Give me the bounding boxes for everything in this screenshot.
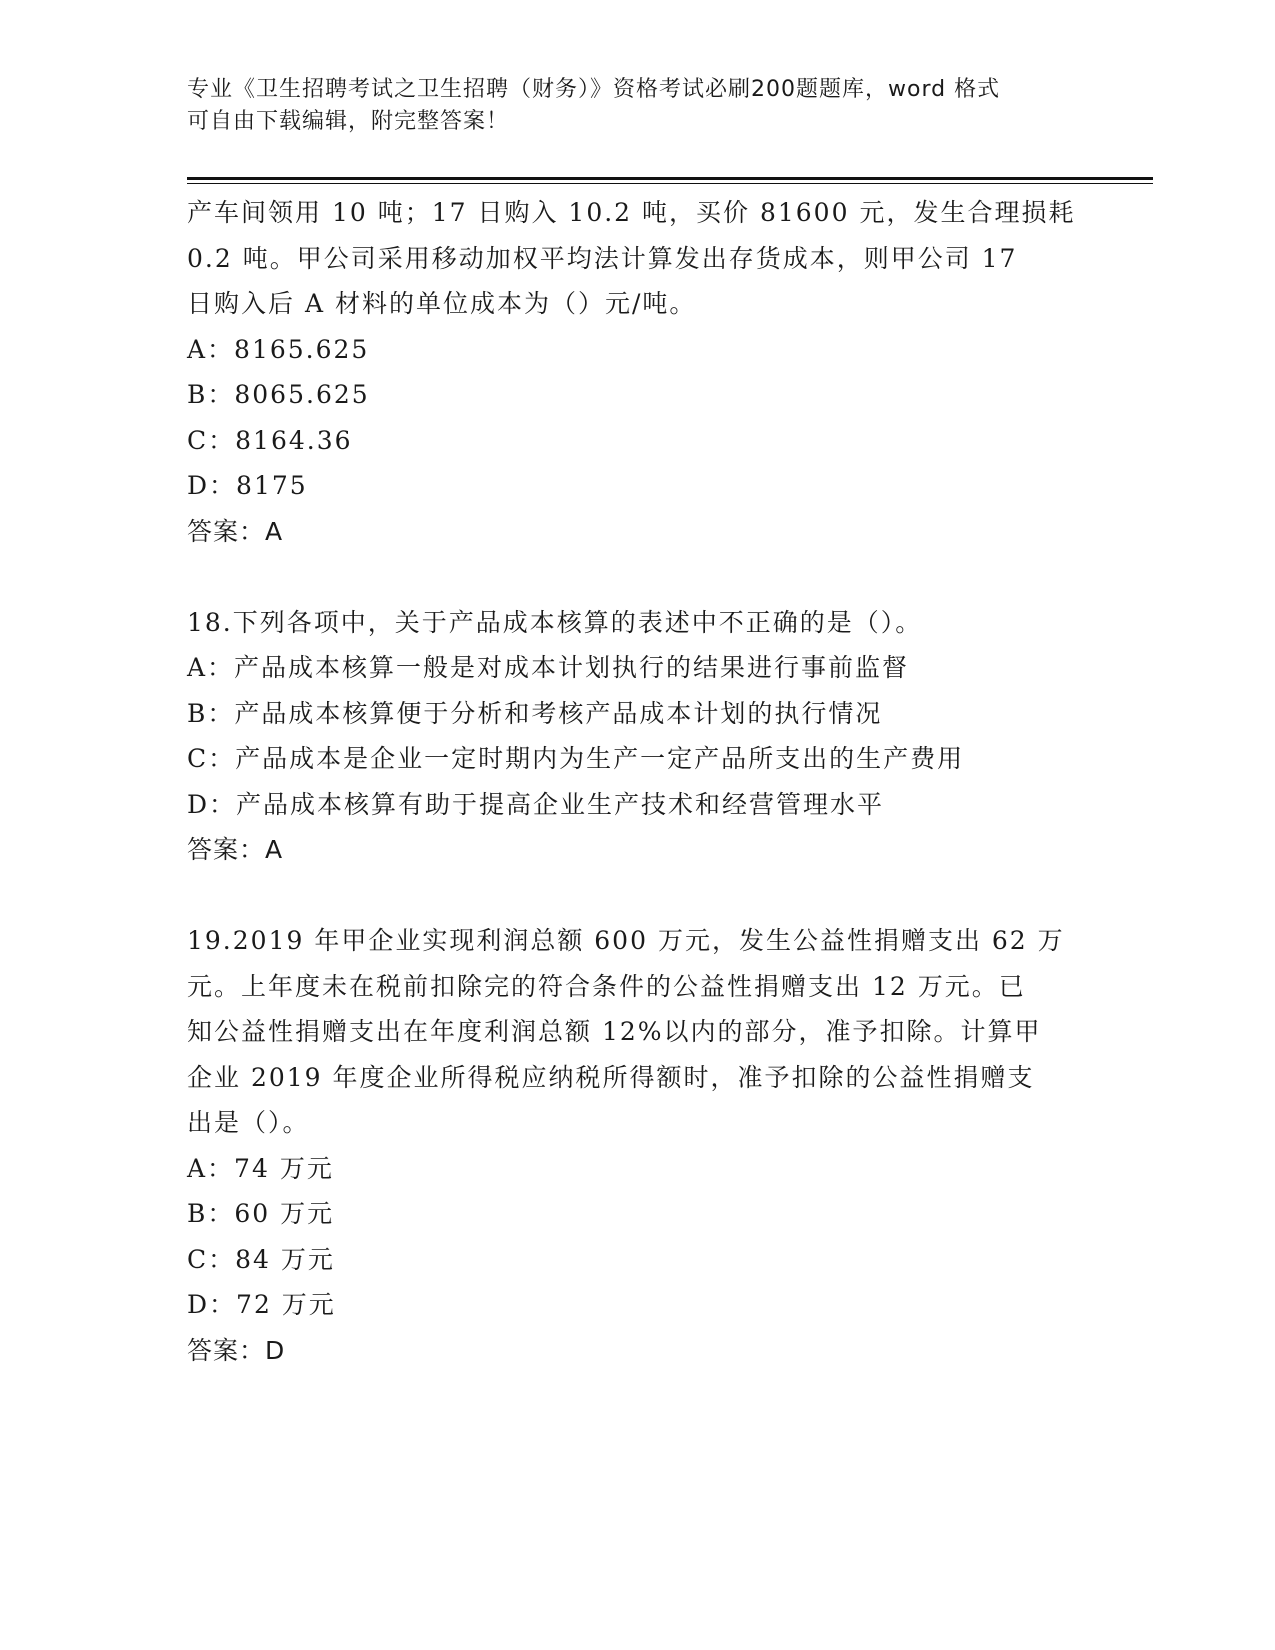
question-18 xyxy=(187,600,1087,873)
question-17-text-line: 0.2 吨。甲公司采用移动加权平均法计算发出存货成本，则甲公司 17 xyxy=(187,243,1018,273)
question-19-option-c: C：84 万元 xyxy=(187,1244,335,1274)
question-17-text-line: 日购入后 A 材料的单位成本为（）元/吨。 xyxy=(187,289,697,318)
question-19-option-b: B：60 万元 xyxy=(187,1199,335,1228)
question-18-option-a: A：产品成本核算一般是对成本计划执行的结果进行事前监督 xyxy=(187,653,910,682)
question-19 xyxy=(187,918,1087,1373)
question-spacer xyxy=(187,873,1087,919)
question-spacer xyxy=(187,554,1087,600)
question-17-option-c: C：8164.36 xyxy=(187,425,353,455)
question-19-answer: 答案：D xyxy=(187,1335,286,1365)
question-19-text-line: 知公益性捐赠支出在年度利润总额 12%以内的部分，准予扣除。计算甲 xyxy=(187,1017,1042,1046)
question-19-text-line: 企业 2019 年度企业所得税应纳税所得额时，准予扣除的公益性捐赠支 xyxy=(187,1062,1035,1092)
question-19-text-line: 19.2019 年甲企业实现利润总额 600 万元，发生公益性捐赠支出 62 万 xyxy=(187,926,1065,955)
question-17-option-d: D：8175 xyxy=(187,471,308,500)
header-divider-thick xyxy=(187,177,1153,180)
question-17-answer: 答案：A xyxy=(187,516,284,546)
question-18-text-line: 18.下列各项中，关于产品成本核算的表述中不正确的是（）。 xyxy=(187,607,923,637)
header-title-line-1: 专业《卫生招聘考试之卫生招聘（财务）》资格考试必刷200题题库，word 格式 xyxy=(187,77,1001,102)
document-header xyxy=(187,74,1067,138)
question-17 xyxy=(187,190,1087,554)
question-19-option-a: A：74 万元 xyxy=(187,1153,334,1183)
question-18-option-d: D：产品成本核算有助于提高企业生产技术和经营管理水平 xyxy=(187,789,885,819)
question-18-option-b: B：产品成本核算便于分析和考核产品成本计划的执行情况 xyxy=(187,698,883,728)
question-17-text-line: 产车间领用 10 吨；17 日购入 10.2 吨，买价 81600 元，发生合理损耗 xyxy=(187,198,1076,227)
question-19-option-d: D：72 万元 xyxy=(187,1290,336,1319)
header-title-line-2: 可自由下载编辑，附完整答案！ xyxy=(187,109,510,134)
question-17-option-b: B：8065.625 xyxy=(187,380,370,409)
question-19-text-line: 元。上年度未在税前扣除完的符合条件的公益性捐赠支出 12 万元。已 xyxy=(187,971,1026,1001)
header-divider-thin xyxy=(187,183,1153,184)
question-18-answer: 答案：A xyxy=(187,835,284,864)
question-18-option-c: C：产品成本是企业一定时期内为生产一定产品所支出的生产费用 xyxy=(187,744,965,773)
question-17-option-a: A：8165.625 xyxy=(187,334,370,364)
question-19-text-line: 出是（）。 xyxy=(187,1108,310,1137)
question-list xyxy=(187,190,1087,1373)
